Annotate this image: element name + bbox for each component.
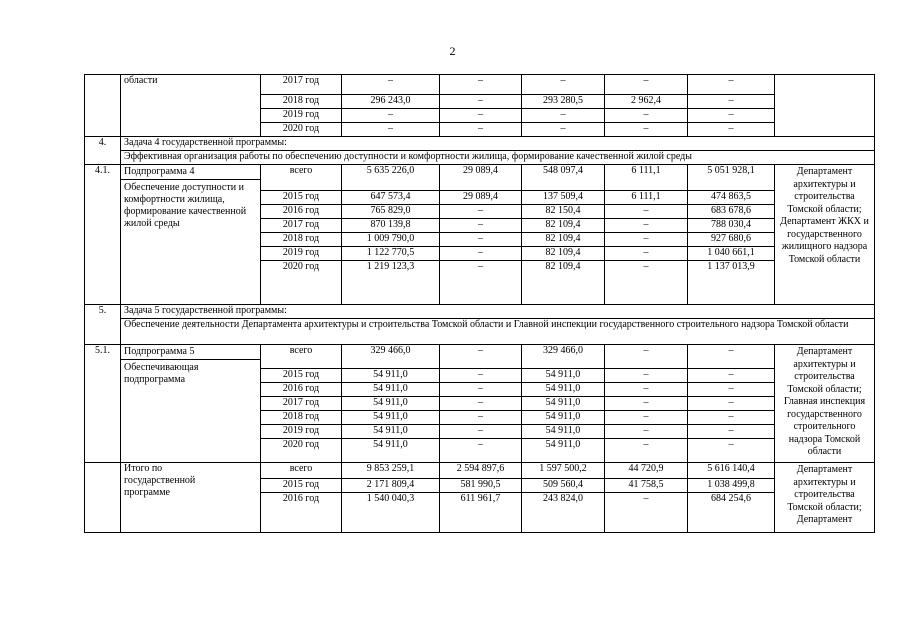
value-cell-5: – — [688, 439, 775, 463]
subprogram-name-cell — [121, 165, 261, 305]
value-cell-3: 54 911,0 — [522, 397, 605, 411]
task-row — [85, 305, 875, 319]
value-cell-3: 82 150,4 — [522, 205, 605, 219]
value-cell-1: – — [342, 75, 440, 95]
total-name: Итого по государственной программе — [121, 463, 261, 533]
year-cell: всего — [261, 345, 342, 369]
value-cell-1: 5 635 226,0 — [342, 165, 440, 191]
value-cell-2: – — [440, 95, 522, 109]
year-cell: 2020 год — [261, 261, 342, 305]
value-cell-4: – — [605, 75, 688, 95]
value-cell-1: 647 573,4 — [342, 191, 440, 205]
subprogram-name-cell — [121, 345, 261, 463]
subprogram-title: Подпрограмма 5 — [121, 345, 260, 360]
year-cell: 2018 год — [261, 95, 342, 109]
value-cell-1: 1 122 770,5 — [342, 247, 440, 261]
program-table — [84, 74, 875, 533]
value-cell-3: 1 597 500,2 — [522, 463, 605, 479]
value-cell-2: – — [440, 219, 522, 233]
value-cell-5: – — [688, 425, 775, 439]
value-cell-1: 870 139,8 — [342, 219, 440, 233]
value-cell-4: – — [605, 369, 688, 383]
value-cell-2: – — [440, 261, 522, 305]
value-cell-4: 6 111,1 — [605, 191, 688, 205]
task-title: Задача 4 государственной программы: — [121, 137, 875, 151]
table-row — [85, 345, 875, 369]
value-cell-4: 44 720,9 — [605, 463, 688, 479]
year-cell: 2016 год — [261, 383, 342, 397]
year-cell: 2018 год — [261, 411, 342, 425]
year-cell: 2017 год — [261, 219, 342, 233]
total-row — [85, 463, 875, 479]
task-desc-row — [85, 319, 875, 345]
value-cell-3: – — [522, 109, 605, 123]
value-cell-4: – — [605, 383, 688, 397]
value-cell-2: – — [440, 247, 522, 261]
value-cell-2: – — [440, 369, 522, 383]
value-cell-1: 54 911,0 — [342, 397, 440, 411]
value-cell-1: 1 540 040,3 — [342, 493, 440, 533]
value-cell-2: 581 990,5 — [440, 479, 522, 493]
value-cell-2: – — [440, 397, 522, 411]
value-cell-4: – — [605, 261, 688, 305]
value-cell-5: – — [688, 369, 775, 383]
value-cell-5: 1 038 499,8 — [688, 479, 775, 493]
value-cell-2: – — [440, 109, 522, 123]
value-cell-4: 41 758,5 — [605, 479, 688, 493]
task-number: 4. — [85, 137, 121, 165]
value-cell-5: 788 030,4 — [688, 219, 775, 233]
value-cell-3: 54 911,0 — [522, 383, 605, 397]
num-cell — [85, 463, 121, 533]
subprogram-name: Обеспечивающая подпрограмма — [124, 362, 199, 385]
value-cell-5: – — [688, 345, 775, 369]
value-cell-3: – — [522, 75, 605, 95]
subprogram-title: Подпрограмма 4 — [121, 165, 260, 180]
value-cell-2: 29 089,4 — [440, 191, 522, 205]
value-cell-3: 329 466,0 — [522, 345, 605, 369]
value-cell-4: – — [605, 397, 688, 411]
year-cell: 2019 год — [261, 425, 342, 439]
value-cell-3: 509 560,4 — [522, 479, 605, 493]
value-cell-1: – — [342, 123, 440, 137]
page-number: 2 — [449, 44, 456, 58]
value-cell-3: 243 824,0 — [522, 493, 605, 533]
task-row — [85, 137, 875, 151]
task-desc-row — [85, 151, 875, 165]
value-cell-2: 611 961,7 — [440, 493, 522, 533]
dept-cell — [775, 75, 875, 137]
value-cell-4: 2 962,4 — [605, 95, 688, 109]
value-cell-2: – — [440, 75, 522, 95]
value-cell-3: 137 509,4 — [522, 191, 605, 205]
value-cell-1: 1 009 790,0 — [342, 233, 440, 247]
subprogram-number: 4.1. — [85, 165, 121, 305]
task-title: Задача 5 государственной программы: — [121, 305, 875, 319]
value-cell-2: 2 594 897,6 — [440, 463, 522, 479]
year-cell: всего — [261, 165, 342, 191]
task-number: 5. — [85, 305, 121, 345]
value-cell-1: 54 911,0 — [342, 383, 440, 397]
value-cell-4: – — [605, 205, 688, 219]
value-cell-3: 82 109,4 — [522, 233, 605, 247]
subprogram-number: 5.1. — [85, 345, 121, 463]
value-cell-1: 54 911,0 — [342, 411, 440, 425]
responsible-department: Департамент архитектуры и строительства Томской области; Департамент ЖКХ и государственного жилищного надзора Томской области — [775, 165, 875, 305]
value-cell-5: – — [688, 383, 775, 397]
table-row — [85, 165, 875, 191]
value-cell-4: – — [605, 425, 688, 439]
value-cell-3: 54 911,0 — [522, 369, 605, 383]
value-cell-5: – — [688, 397, 775, 411]
value-cell-5: 5 616 140,4 — [688, 463, 775, 479]
value-cell-5: 1 040 661,1 — [688, 247, 775, 261]
value-cell-1: 54 911,0 — [342, 425, 440, 439]
year-cell: 2016 год — [261, 493, 342, 533]
value-cell-5: – — [688, 95, 775, 109]
task-description: Эффективная организация работы по обеспечению доступности и комфортности жилища, формирование качественной жилой среды — [121, 151, 875, 165]
value-cell-2: – — [440, 345, 522, 369]
value-cell-2: 29 089,4 — [440, 165, 522, 191]
value-cell-4: – — [605, 493, 688, 533]
value-cell-5: – — [688, 411, 775, 425]
value-cell-1: 296 243,0 — [342, 95, 440, 109]
year-cell: всего — [261, 463, 342, 479]
value-cell-5: 474 863,5 — [688, 191, 775, 205]
value-cell-3: 82 109,4 — [522, 219, 605, 233]
value-cell-2: – — [440, 123, 522, 137]
name-cell: области — [121, 75, 261, 137]
value-cell-4: – — [605, 123, 688, 137]
value-cell-4: 6 111,1 — [605, 165, 688, 191]
responsible-department: Департамент архитектуры и строительства Томской области; Департамент — [775, 463, 875, 533]
num-cell — [85, 75, 121, 137]
value-cell-4: – — [605, 109, 688, 123]
value-cell-4: – — [605, 439, 688, 463]
value-cell-3: 54 911,0 — [522, 411, 605, 425]
value-cell-5: 5 051 928,1 — [688, 165, 775, 191]
value-cell-2: – — [440, 205, 522, 219]
value-cell-2: – — [440, 411, 522, 425]
value-cell-3: 54 911,0 — [522, 439, 605, 463]
table-row — [85, 75, 875, 95]
value-cell-2: – — [440, 383, 522, 397]
value-cell-1: 329 466,0 — [342, 345, 440, 369]
value-cell-5: – — [688, 109, 775, 123]
year-cell: 2018 год — [261, 233, 342, 247]
value-cell-4: – — [605, 411, 688, 425]
value-cell-5: 927 680,6 — [688, 233, 775, 247]
value-cell-4: – — [605, 233, 688, 247]
value-cell-3: – — [522, 123, 605, 137]
value-cell-1: 2 171 809,4 — [342, 479, 440, 493]
value-cell-5: – — [688, 75, 775, 95]
value-cell-2: – — [440, 439, 522, 463]
value-cell-4: – — [605, 345, 688, 369]
value-cell-3: 293 280,5 — [522, 95, 605, 109]
year-cell: 2019 год — [261, 247, 342, 261]
value-cell-4: – — [605, 247, 688, 261]
value-cell-3: 548 097,4 — [522, 165, 605, 191]
value-cell-2: – — [440, 233, 522, 247]
value-cell-1: 54 911,0 — [342, 369, 440, 383]
value-cell-1: 765 829,0 — [342, 205, 440, 219]
value-cell-4: – — [605, 219, 688, 233]
value-cell-1: 1 219 123,3 — [342, 261, 440, 305]
value-cell-5: 1 137 013,9 — [688, 261, 775, 305]
year-cell: 2020 год — [261, 439, 342, 463]
value-cell-3: 54 911,0 — [522, 425, 605, 439]
value-cell-1: 9 853 259,1 — [342, 463, 440, 479]
table-body — [85, 75, 875, 533]
year-cell: 2017 год — [261, 75, 342, 95]
responsible-department: Департамент архитектуры и строительства Томской области; Главная инспекция государственного строительного надзора Томской области — [775, 345, 875, 463]
year-cell: 2015 год — [261, 479, 342, 493]
value-cell-5: 683 678,6 — [688, 205, 775, 219]
value-cell-1: 54 911,0 — [342, 439, 440, 463]
year-cell: 2017 год — [261, 397, 342, 411]
value-cell-5: 684 254,6 — [688, 493, 775, 533]
value-cell-2: – — [440, 425, 522, 439]
value-cell-3: 82 109,4 — [522, 247, 605, 261]
value-cell-5: – — [688, 123, 775, 137]
subprogram-name: Обеспечение доступности и комфортности жилища, формирование качественной жилой среды — [124, 182, 247, 229]
year-cell: 2016 год — [261, 205, 342, 219]
year-cell: 2019 год — [261, 109, 342, 123]
value-cell-3: 82 109,4 — [522, 261, 605, 305]
year-cell: 2015 год — [261, 369, 342, 383]
task-description: Обеспечение деятельности Департамента архитектуры и строительства Томской области и Главной инспекции государственного строительного надзора Томской области — [121, 319, 875, 345]
year-cell: 2020 год — [261, 123, 342, 137]
year-cell: 2015 год — [261, 191, 342, 205]
value-cell-1: – — [342, 109, 440, 123]
